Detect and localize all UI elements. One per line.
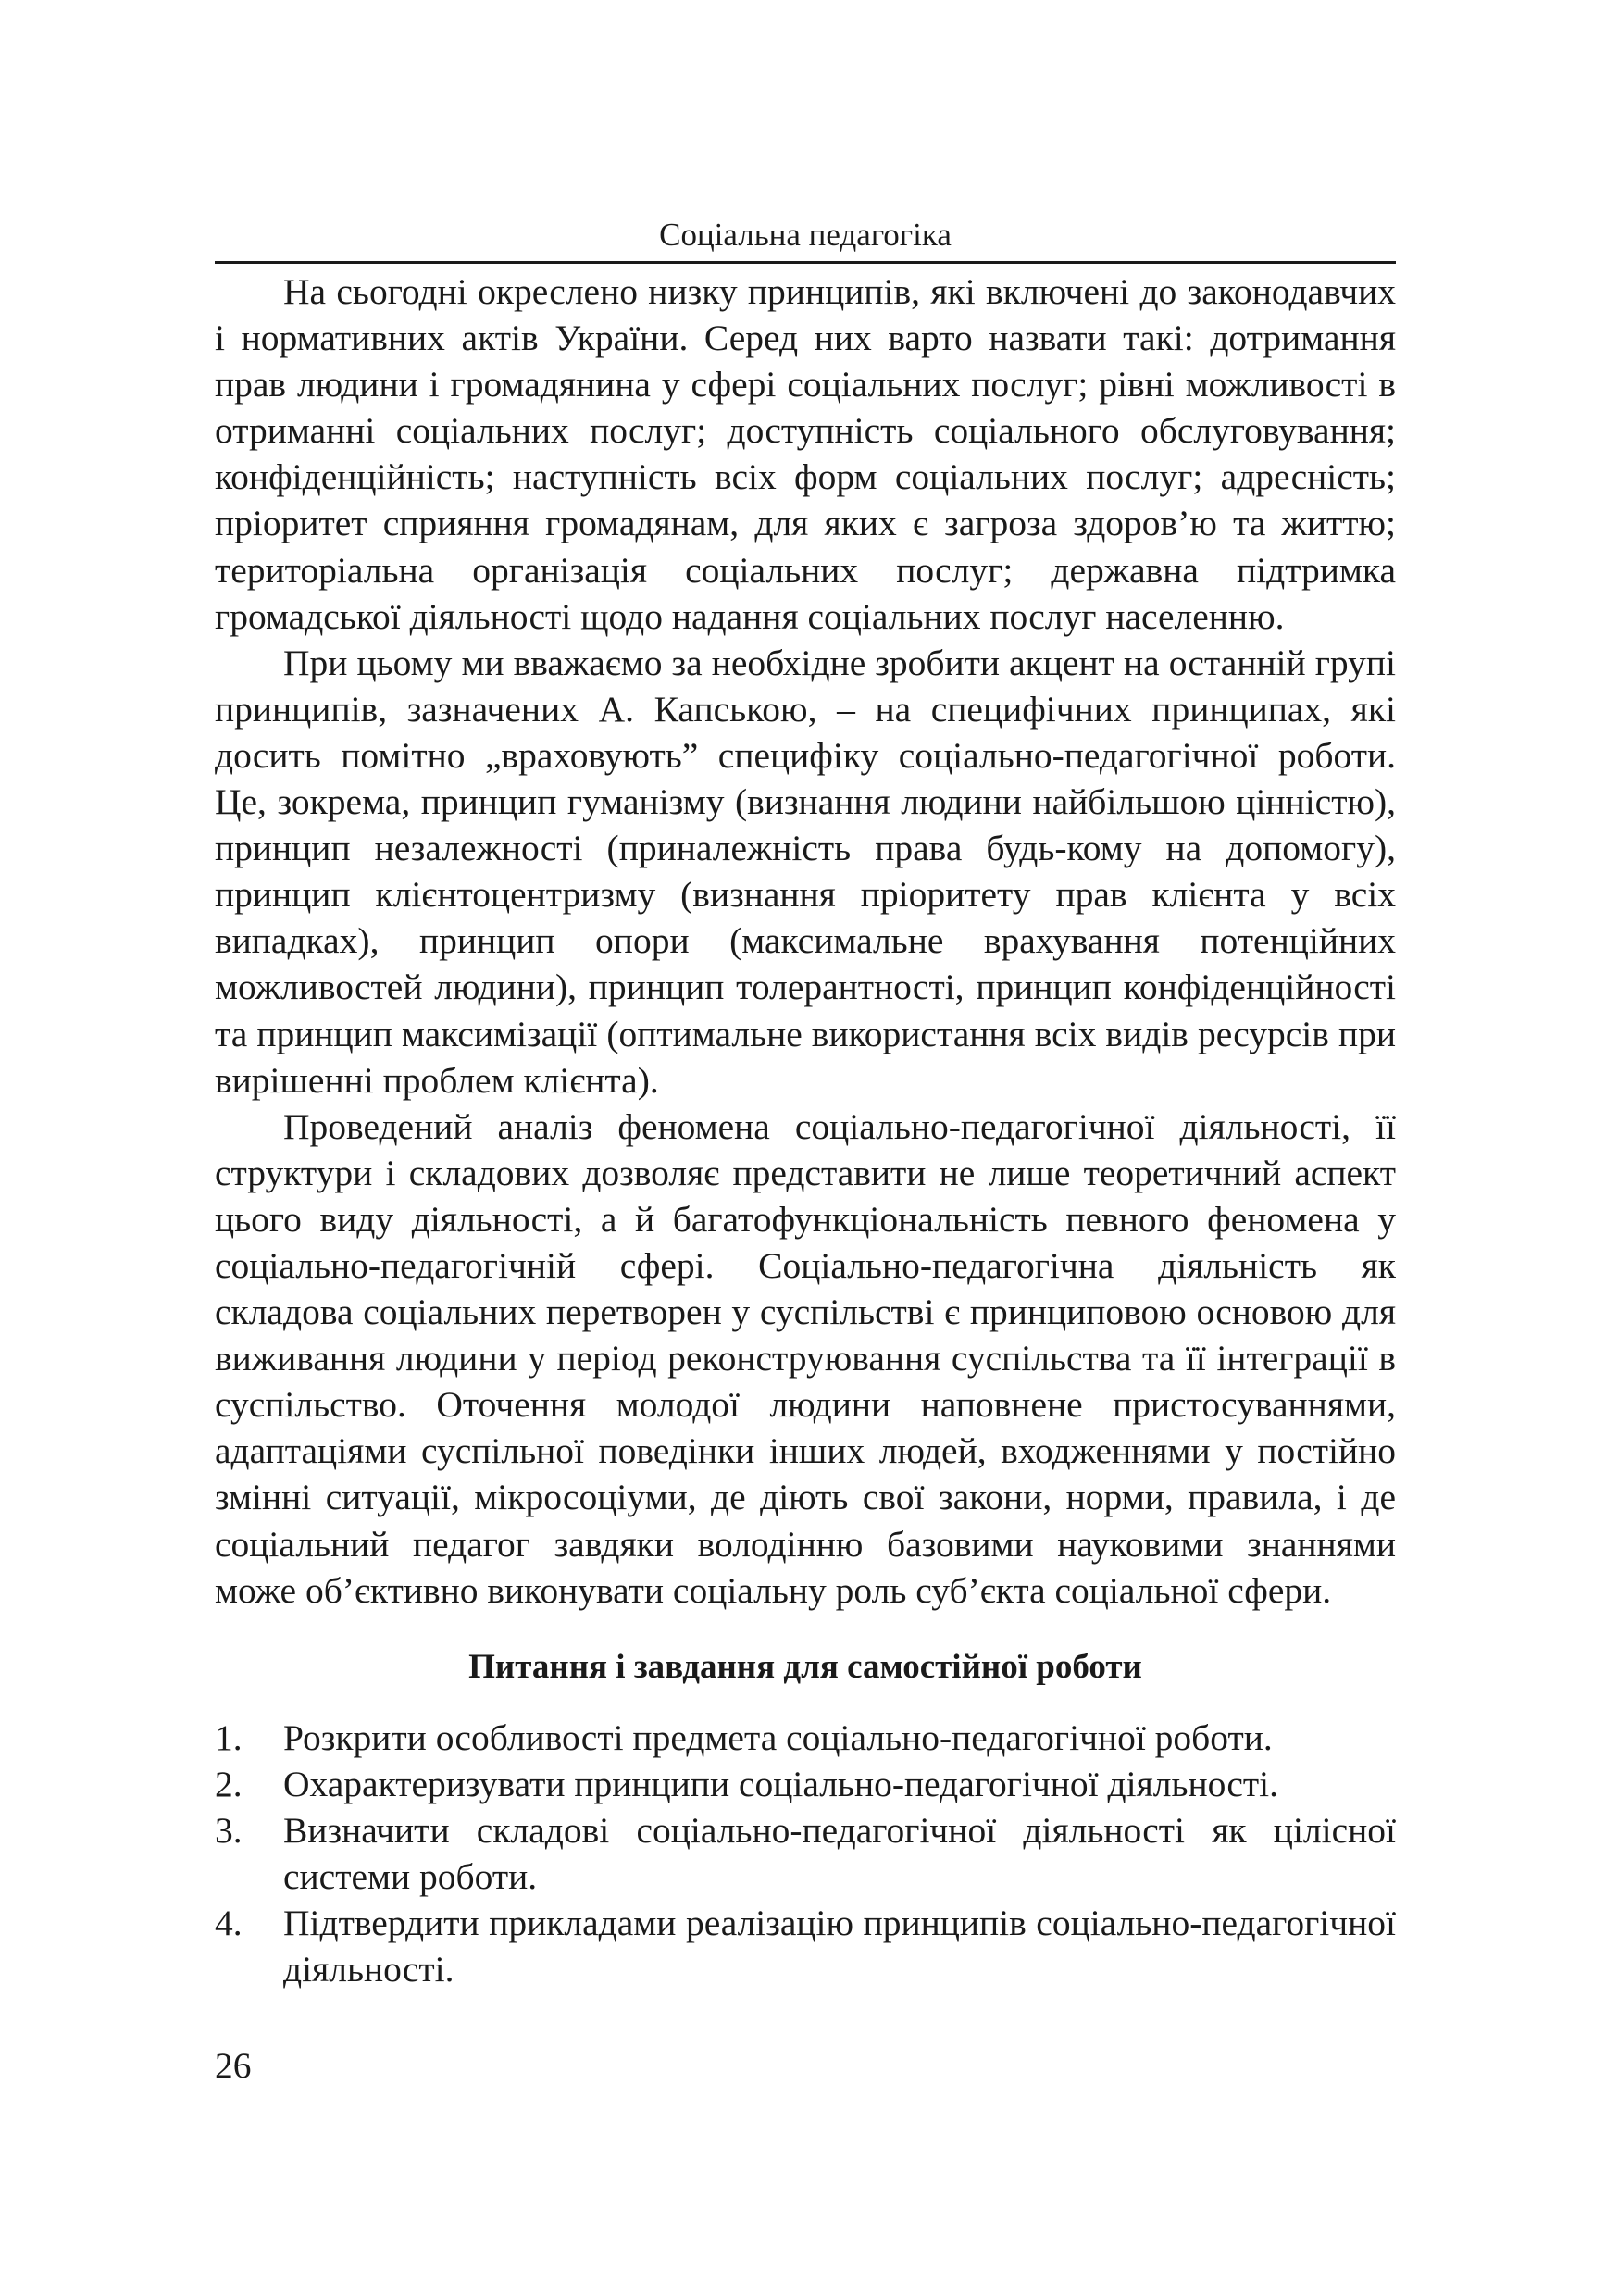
- paragraph-specific-principles: При цьому ми вважаємо за необхідне зробити акцент на останній групі принципів, зазначених А. Капською, – на специфічних принципах, які досить помітно „враховують” специфіку соціально-педагогічної роботи. Це, зокрема, принцип гуманізму (визнання людини найбільшою цінністю), принцип незалежності (приналежність права будь-кому на допомогу), принцип клієнтоцентризму (визнання пріоритету прав клієнта у всіх випадках), принцип опори (максимальне врахування потенційних можливостей людини), принцип толерантності, принцип конфіденційності та принцип максимізації (оптимальне використання всіх видів ресурсів при вирішенні проблем клієнта).: [215, 642, 1396, 1101]
- question-item: [215, 1761, 1396, 1807]
- question-item: [215, 1900, 1396, 1992]
- question-number: 1.: [215, 1716, 243, 1758]
- question-text: Визначити складові соціально-педагогічної діяльності як цілісної системи роботи.: [283, 1809, 1396, 1897]
- question-number: 4.: [215, 1903, 243, 1944]
- question-text: Охарактеризувати принципи соціально-педагогічної діяльності.: [283, 1763, 1279, 1804]
- questions-list: [215, 1715, 1396, 1993]
- running-header: Соціальна педагогіка: [215, 209, 1396, 264]
- paragraph-analysis: Проведений аналіз феномена соціально-педагогічної діяльності, її структури і складових дозволяє представити не лише теоретичний аспект цього виду діяльності, а й багатофункціональність певного феномена у соціально-педагогічній сфері. Соціально-педагогічна діяльність як складова соціальних перетворен у суспільстві є принциповою основою для виживання людини у період реконструювання суспільства та її інтеграції в суспільство. Оточення молодої людини наповнене пристосуваннями, адаптаціями суспільної поведінки інших людей, входженнями у постійно змінні ситуації, мікросоціуми, де діють свої закони, норми, правила, і де соціальний педагог завдяки володінню базовими науковими знаннями може об’єктивно виконувати соціальну роль суб’єкта соціальної сфери.: [215, 1105, 1396, 1611]
- question-item: [215, 1715, 1396, 1761]
- body-text: [215, 268, 1396, 1992]
- question-number: 3.: [215, 1809, 243, 1851]
- question-text: Підтвердити прикладами реалізацію принципів соціально-педагогічної діяльності.: [283, 1903, 1396, 1990]
- section-heading: Питання і завдання для самостійної роботи: [468, 1647, 1142, 1686]
- question-text: Розкрити особливості предмета соціально-педагогічної роботи.: [283, 1716, 1273, 1758]
- page-number: 26: [215, 2045, 252, 2086]
- question-item: [215, 1807, 1396, 1900]
- paragraph-principles: На сьогодні окреслено низку принципів, які включені до законодавчих і нормативних актів України. Серед них варто назвати такі: дотримання прав людини і громадянина у сфері соціальних послуг; рівні можливості в отриманні соціальних послуг; доступність соціального обслуговування; конфіденційність; наступність всіх форм соціальних послуг; адресність; пріоритет сприяння громадянам, для яких є загроза здоров’ю та життю; територіальна організація соціальних послуг; державна підтримка громадської діяльності щодо надання соціальних послуг населенню.: [215, 271, 1396, 637]
- question-number: 2.: [215, 1763, 243, 1804]
